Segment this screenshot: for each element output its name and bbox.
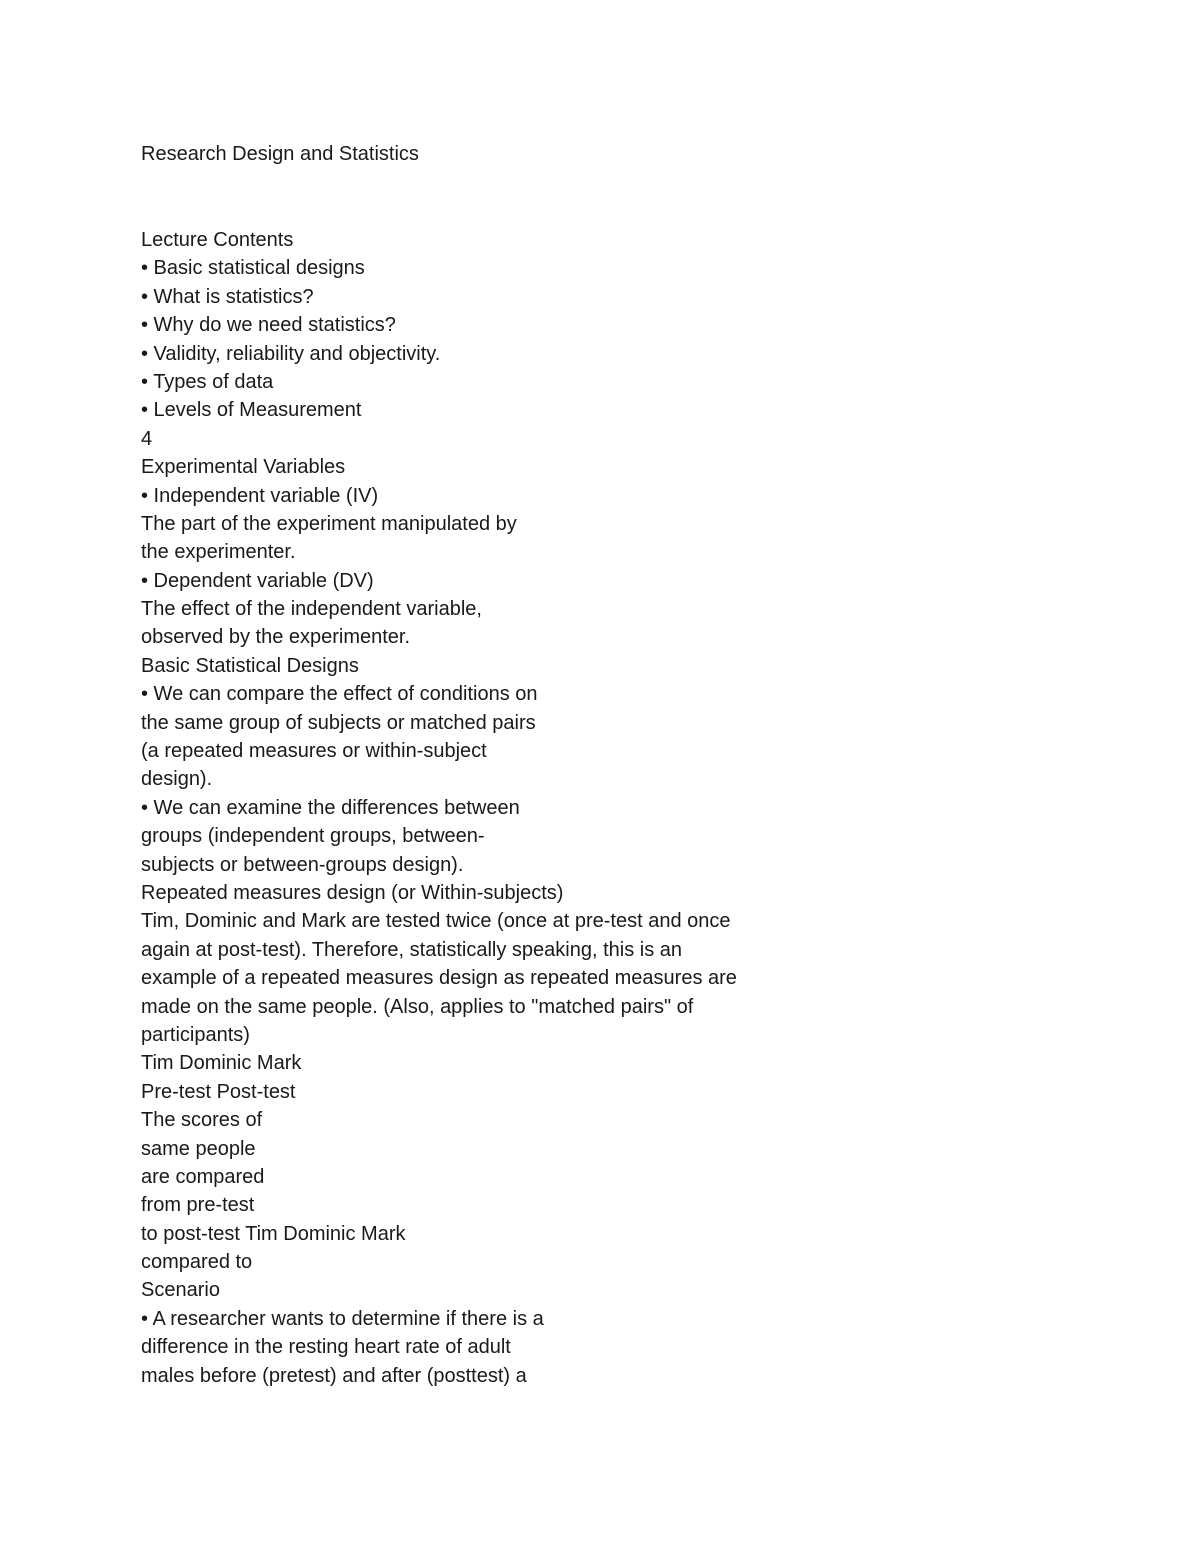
text-line: • Why do we need statistics?: [141, 314, 396, 337]
text-line: • Levels of Measurement: [141, 399, 362, 422]
text-line: • Validity, reliability and objectivity.: [141, 342, 441, 365]
text-line: Lecture Contents: [141, 229, 294, 251]
text-line: Tim, Dominic and Mark are tested twice (once at pre-test and once: [141, 910, 731, 933]
text-line: • Types of data: [141, 370, 274, 393]
text-line: groups (independent groups, between-: [141, 825, 485, 848]
text-line: same people: [141, 1137, 256, 1160]
text-line: • A researcher wants to determine if there is a: [141, 1307, 544, 1330]
text-line: • We can compare the effect of conditions on: [141, 683, 538, 706]
text-line: • Dependent variable (DV): [141, 569, 374, 592]
text-line: observed by the experimenter.: [141, 626, 411, 649]
text-line: • We can examine the differences between: [141, 796, 520, 819]
text-line: males before (pretest) and after (posttest) a: [141, 1364, 527, 1387]
text-line: design).: [141, 768, 213, 791]
text-line: Pre-test Post-test: [141, 1080, 296, 1103]
text-line: subjects or between-groups design).: [141, 853, 464, 876]
text-line: from pre-test: [141, 1194, 255, 1217]
text-line: The part of the experiment manipulated by: [141, 512, 517, 535]
text-line: • Basic statistical designs: [141, 257, 365, 280]
text-line: Scenario: [141, 1279, 220, 1302]
text-line: Tim Dominic Mark: [141, 1052, 302, 1075]
text-line: The effect of the independent variable,: [141, 598, 482, 621]
text-line: compared to: [141, 1251, 253, 1274]
text-line: to post-test Tim Dominic Mark: [141, 1222, 406, 1245]
document-body: [141, 226, 1041, 1390]
text-line: made on the same people. (Also, applies to "matched pairs" of: [141, 995, 694, 1018]
text-line: • What is statistics?: [141, 285, 314, 308]
text-line: example of a repeated measures design as repeated measures are: [141, 967, 737, 990]
text-line: Repeated measures design (or Within-subjects): [141, 881, 564, 904]
text-line: participants): [141, 1023, 250, 1046]
text-line: the experimenter.: [141, 541, 296, 564]
text-line: difference in the resting heart rate of adult: [141, 1336, 511, 1359]
text-line: Experimental Variables: [141, 456, 346, 479]
text-line: 4: [141, 427, 153, 450]
text-line: are compared: [141, 1165, 265, 1188]
text-line: Basic Statistical Designs: [141, 654, 359, 677]
text-line: again at post-test). Therefore, statistically speaking, this is an: [141, 938, 683, 961]
text-line: The scores of: [141, 1109, 263, 1132]
text-line: the same group of subjects or matched pairs: [141, 711, 536, 734]
text-line: • Independent variable (IV): [141, 484, 379, 507]
text-line: (a repeated measures or within-subject: [141, 740, 487, 763]
document-title: Research Design and Statistics: [141, 143, 419, 165]
